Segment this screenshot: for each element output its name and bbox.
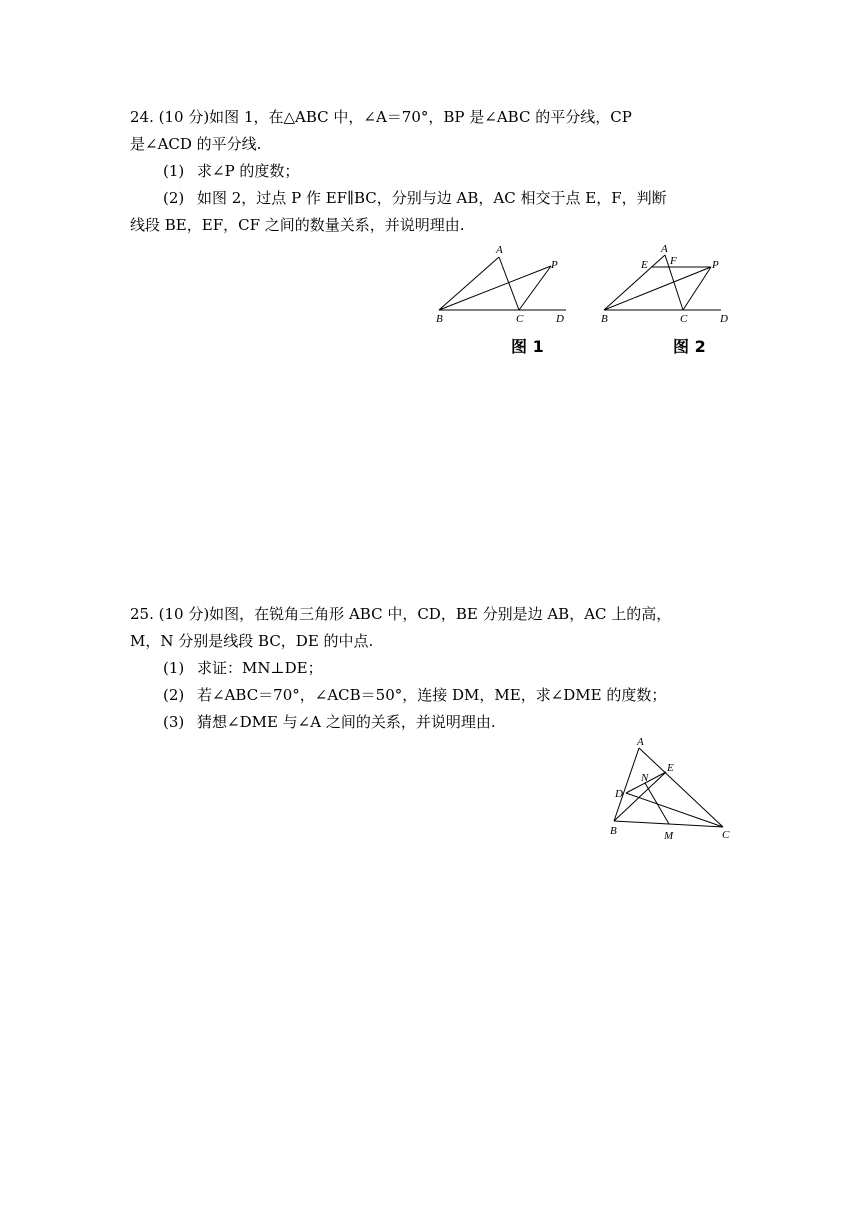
fig1-line-ac (499, 257, 519, 310)
fig3-label-a: A (637, 736, 644, 748)
q25-part-1 (163, 657, 773, 679)
fig1-label-b: B (436, 313, 443, 325)
q24-part-1 (163, 160, 773, 182)
fig2-label-d: D (720, 313, 728, 325)
q24-part-1-number: (1) (163, 162, 185, 180)
fig3-label-c: C (722, 829, 730, 841)
q25-part-3-text: 猜想∠DME 与∠A 之间的关系，并说明理由. (197, 713, 496, 731)
fig1-label-c: C (516, 313, 524, 325)
q24-figure-2-caption: 图 2 (673, 337, 706, 356)
fig1-label-a: A (496, 244, 503, 256)
fig3-label-b: B (610, 825, 617, 837)
fig2-label-b: B (601, 313, 608, 325)
q24-part-2-number: (2) (163, 189, 185, 207)
q25-part-1-number: (1) (163, 659, 185, 677)
q24-part-1-text: 求∠P 的度数； (197, 162, 300, 180)
q24-figure-2 (595, 240, 745, 330)
q25-part-3 (163, 711, 773, 733)
q24-line-1: 24. (10 分)如图 1，在△ABC 中，∠A＝70°，BP 是∠ABC 的平分线，CP (130, 108, 632, 126)
q25-part-2-number: (2) (163, 686, 185, 704)
q25-line-1: 25. (10 分)如图，在锐角三角形 ABC 中，CD，BE 分别是边 AB，AC 上的高， (130, 605, 672, 623)
fig3-line-ba (614, 748, 639, 821)
q25-part-2 (163, 684, 773, 706)
fig3-label-n: N (641, 772, 649, 784)
fig3-label-d: D (615, 788, 623, 800)
fig2-line-bp (604, 267, 711, 310)
fig1-label-d: D (556, 313, 564, 325)
fig1-label-p: P (551, 259, 558, 271)
q24-part-2-text: 如图 2，过点 P 作 EF∥BC，分别与边 AB，AC 相交于点 E，F，判断 (197, 189, 667, 207)
fig2-label-f: F (670, 255, 677, 267)
fig3-line-ac (639, 748, 723, 827)
q24-part-2 (163, 187, 773, 209)
fig3-label-m: M (664, 830, 674, 842)
q24-figure-1 (430, 240, 580, 330)
q25-part-1-text: 求证：MN⊥DE； (197, 659, 323, 677)
fig2-label-p: P (712, 259, 719, 271)
fig2-line-ba (604, 255, 665, 310)
fig3-line-nm (645, 783, 669, 824)
fig2-line-cp (683, 267, 711, 310)
q25-part-2-text: 若∠ABC＝70°，∠ACB＝50°，连接 DM，ME，求∠DME 的度数； (197, 686, 667, 704)
fig3-label-e: E (667, 762, 674, 774)
q25-figure (605, 735, 740, 845)
q25-line-2: M，N 分别是线段 BC，DE 的中点. (130, 632, 374, 650)
fig2-label-c: C (680, 313, 688, 325)
fig3-line-cd (626, 793, 723, 827)
q24-figure-1-caption: 图 1 (511, 337, 544, 356)
q24-part-2-continued: 线段 BE，EF，CF 之间的数量关系，并说明理由. (130, 216, 465, 234)
q25-part-3-number: (3) (163, 713, 185, 731)
fig1-line-bp (439, 266, 551, 310)
fig1-line-ba (439, 257, 499, 310)
q24-line-2: 是∠ACD 的平分线. (130, 135, 262, 153)
fig2-label-e: E (641, 259, 648, 271)
fig2-label-a: A (661, 243, 668, 255)
